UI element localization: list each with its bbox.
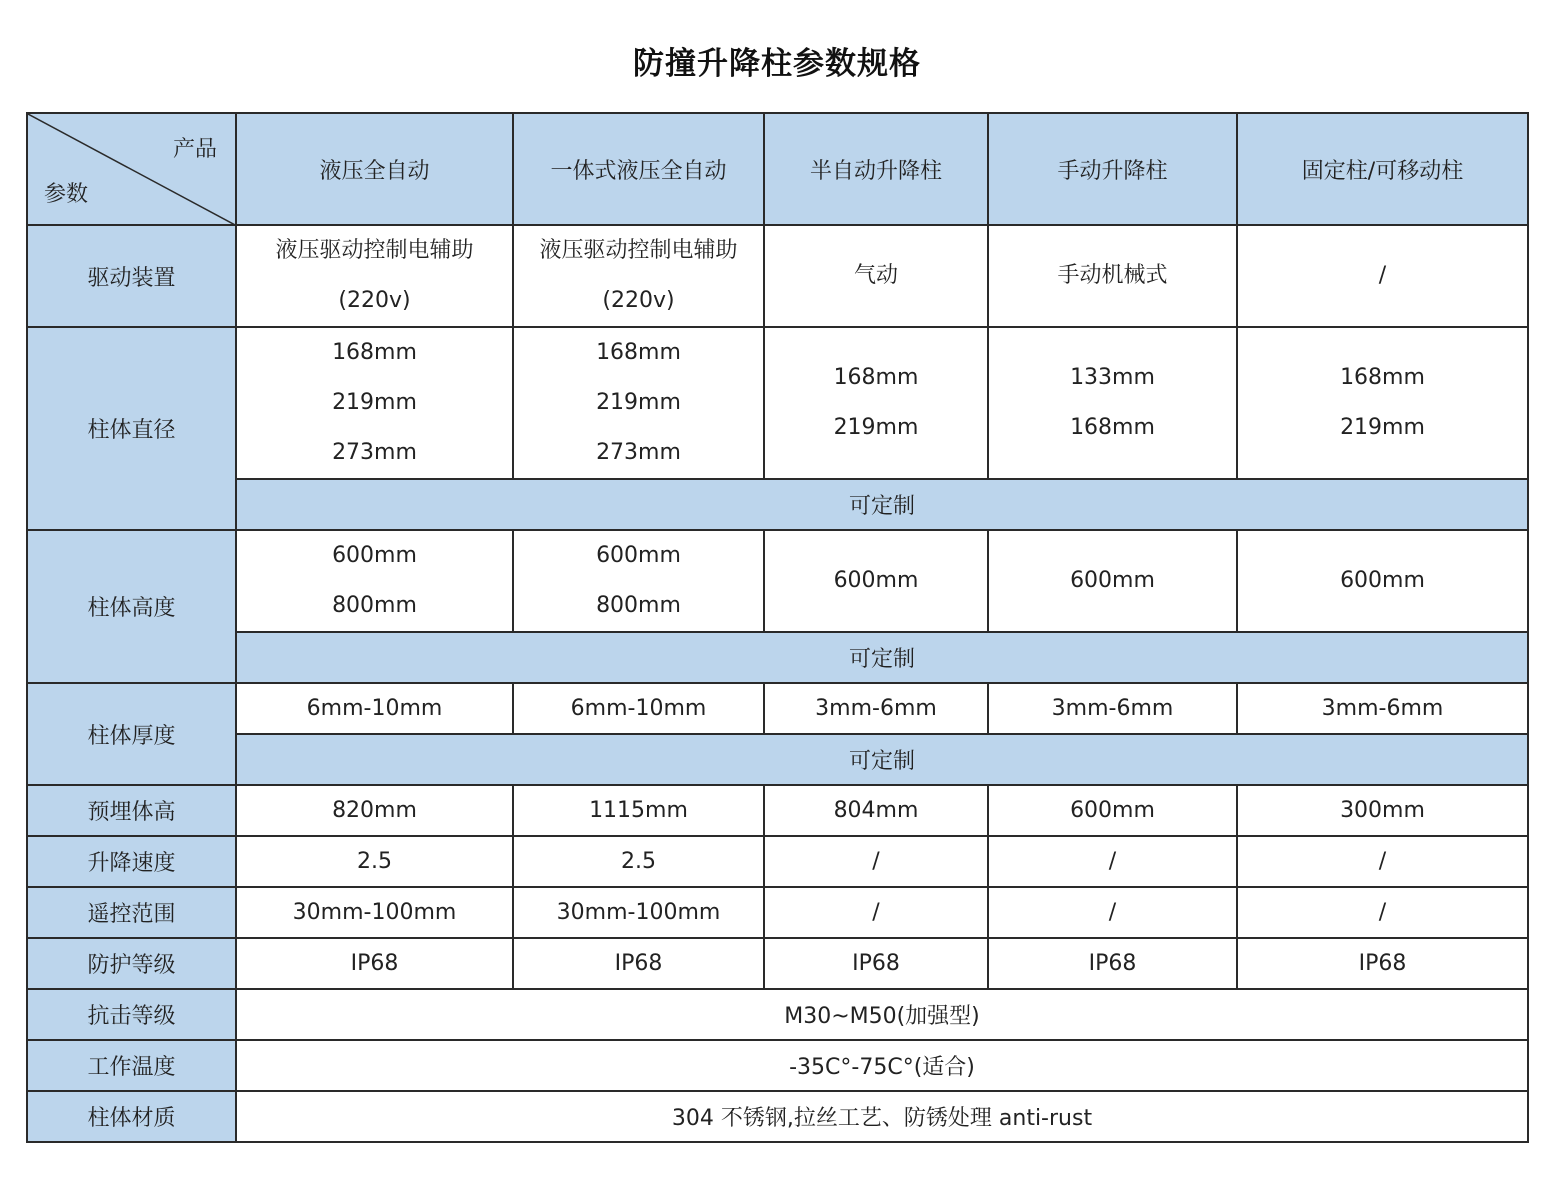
height-cell <box>236 530 513 632</box>
speed-row <box>27 836 1528 887</box>
customizable-note: 可定制 <box>236 479 1528 530</box>
diameter-cell <box>764 327 988 479</box>
cell-line: 600mm <box>833 568 919 593</box>
param-label: 防护等级 <box>27 938 236 989</box>
cell-line: 手动机械式 <box>1057 263 1168 288</box>
height-cell <box>1237 530 1528 632</box>
cell-line: 液压驱动控制电辅助 <box>275 238 474 263</box>
param-label: 驱动装置 <box>27 225 236 327</box>
impact-row <box>27 989 1528 1040</box>
cell-line: / <box>1378 263 1387 288</box>
diameter-cell <box>988 327 1237 479</box>
speed-cell: / <box>988 836 1237 887</box>
embed-cell: 804mm <box>764 785 988 836</box>
drive-cell <box>236 225 513 327</box>
height-cell <box>764 530 988 632</box>
cell-line: 600mm <box>332 543 417 568</box>
corner-param-label: 参数 <box>44 182 89 207</box>
height-row <box>27 530 1528 632</box>
cell-line: 133mm <box>1070 365 1155 390</box>
drive-cell <box>513 225 764 327</box>
thickness-cell: 3mm-6mm <box>764 683 988 734</box>
product-header: 固定柱/可移动柱 <box>1237 113 1528 225</box>
material-value: 304 不锈钢,拉丝工艺、防锈处理 anti-rust <box>236 1091 1528 1142</box>
cell-line: 168mm <box>596 340 681 365</box>
material-row <box>27 1091 1528 1142</box>
height-cell <box>513 530 764 632</box>
cell-line: 600mm <box>596 543 681 568</box>
param-label: 预埋体高 <box>27 785 236 836</box>
cell-line: 600mm <box>1340 568 1425 593</box>
cell-line: 800mm <box>332 593 417 618</box>
cell-line: 168mm <box>833 365 919 390</box>
param-label: 柱体材质 <box>27 1091 236 1142</box>
height-custom-row <box>27 632 1528 683</box>
remote-cell: 30mm-100mm <box>513 887 764 938</box>
customizable-note: 可定制 <box>236 632 1528 683</box>
embed-cell: 600mm <box>988 785 1237 836</box>
param-label: 柱体直径 <box>27 327 236 530</box>
customizable-note: 可定制 <box>236 734 1528 785</box>
diameter-custom-row <box>27 479 1528 530</box>
header-row <box>27 113 1528 225</box>
corner-product-label: 产品 <box>172 137 217 162</box>
diameter-cell <box>236 327 513 479</box>
thickness-cell: 3mm-6mm <box>988 683 1237 734</box>
embed-row <box>27 785 1528 836</box>
spec-table <box>26 112 1529 1143</box>
product-header: 一体式液压全自动 <box>513 113 764 225</box>
drive-cell <box>988 225 1237 327</box>
thickness-cell: 6mm-10mm <box>513 683 764 734</box>
protection-cell: IP68 <box>236 938 513 989</box>
thickness-cell: 6mm-10mm <box>236 683 513 734</box>
diameter-row <box>27 327 1528 479</box>
cell-line: 273mm <box>596 440 681 465</box>
embed-cell: 820mm <box>236 785 513 836</box>
cell-line: 219mm <box>332 390 417 415</box>
embed-cell: 1115mm <box>513 785 764 836</box>
param-label: 遥控范围 <box>27 887 236 938</box>
protection-cell: IP68 <box>764 938 988 989</box>
protection-cell: IP68 <box>988 938 1237 989</box>
cell-line: 600mm <box>1070 568 1155 593</box>
param-label: 柱体高度 <box>27 530 236 683</box>
page-title: 防撞升降柱参数规格 <box>633 46 921 82</box>
cell-line: 219mm <box>833 415 919 440</box>
cell-line: 气动 <box>853 263 898 288</box>
remote-cell: / <box>1237 887 1528 938</box>
cell-line: 219mm <box>1340 415 1425 440</box>
protection-row <box>27 938 1528 989</box>
embed-cell: 300mm <box>1237 785 1528 836</box>
param-label: 柱体厚度 <box>27 683 236 785</box>
temperature-row <box>27 1040 1528 1091</box>
thickness-row <box>27 683 1528 734</box>
drive-cell <box>764 225 988 327</box>
cell-line: 168mm <box>332 340 417 365</box>
product-header: 半自动升降柱 <box>764 113 988 225</box>
cell-line: 800mm <box>596 593 681 618</box>
cell-line: 液压驱动控制电辅助 <box>539 238 738 263</box>
drive-row <box>27 225 1528 327</box>
remote-cell: 30mm-100mm <box>236 887 513 938</box>
cell-line: 219mm <box>596 390 681 415</box>
speed-cell: / <box>1237 836 1528 887</box>
diagonal-divider <box>28 114 237 226</box>
diameter-cell <box>513 327 764 479</box>
thickness-cell: 3mm-6mm <box>1237 683 1528 734</box>
cell-line: 168mm <box>1340 365 1425 390</box>
protection-cell: IP68 <box>513 938 764 989</box>
param-label: 工作温度 <box>27 1040 236 1091</box>
remote-row <box>27 887 1528 938</box>
cell-line: 273mm <box>332 440 417 465</box>
diameter-cell <box>1237 327 1528 479</box>
cell-line: (220v) <box>338 288 411 313</box>
product-header: 手动升降柱 <box>988 113 1237 225</box>
product-header: 液压全自动 <box>236 113 513 225</box>
thickness-custom-row <box>27 734 1528 785</box>
height-cell <box>988 530 1237 632</box>
cell-line: 168mm <box>1070 415 1155 440</box>
impact-value: M30~M50(加强型) <box>236 989 1528 1040</box>
remote-cell: / <box>988 887 1237 938</box>
param-label: 升降速度 <box>27 836 236 887</box>
protection-cell: IP68 <box>1237 938 1528 989</box>
speed-cell: 2.5 <box>236 836 513 887</box>
cell-line: (220v) <box>602 288 675 313</box>
speed-cell: / <box>764 836 988 887</box>
temperature-value: -35C°-75C°(适合) <box>236 1040 1528 1091</box>
drive-cell <box>1237 225 1528 327</box>
param-label: 抗击等级 <box>27 989 236 1040</box>
remote-cell: / <box>764 887 988 938</box>
corner-cell <box>27 113 236 225</box>
speed-cell: 2.5 <box>513 836 764 887</box>
